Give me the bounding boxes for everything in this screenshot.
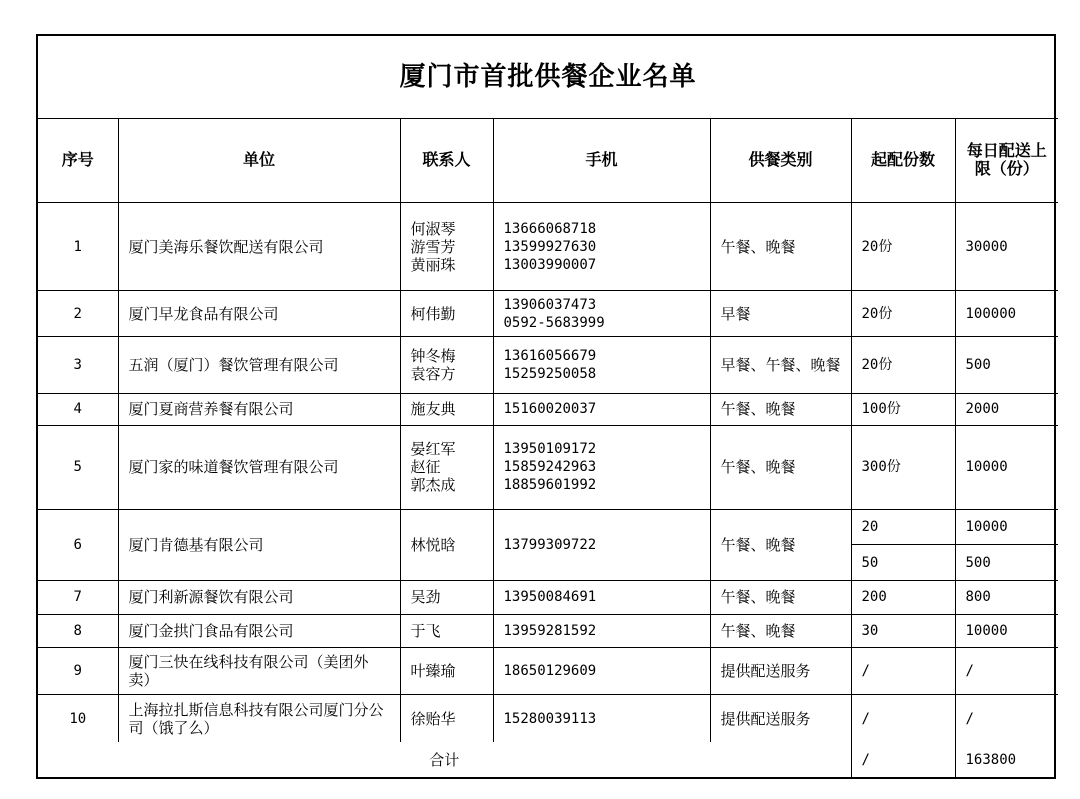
row-contact-line: 林悦晗 <box>410 535 456 554</box>
row-phone-line: 13959281592 <box>503 622 597 639</box>
row-phone <box>493 614 710 648</box>
row-contact <box>400 337 493 394</box>
table-row <box>38 648 1058 695</box>
row-contact <box>400 581 493 615</box>
row-contact-line: 叶臻瑜 <box>410 662 456 681</box>
row-type: 午餐、晚餐 <box>710 394 851 426</box>
row-phone <box>493 695 710 742</box>
table-row <box>38 695 1058 742</box>
row-phone-line: 15259250058 <box>503 366 597 383</box>
row-contact-line: 游雪芳 <box>410 237 456 256</box>
row-contact-line: 袁容方 <box>410 365 456 384</box>
row-min: 20份 <box>851 337 955 394</box>
row-phone-line: 13950084691 <box>503 589 597 606</box>
row-company: 厦门家的味道餐饮管理有限公司 <box>118 425 400 509</box>
row-max: 100000 <box>955 291 1058 337</box>
row-company: 五润（厦门）餐饮管理有限公司 <box>118 337 400 394</box>
header-type: 供餐类别 <box>710 118 851 202</box>
row-min: 30 <box>851 614 955 648</box>
table-row <box>38 509 1058 545</box>
total-max: 163800 <box>955 742 1058 777</box>
row-type: 午餐、晚餐 <box>710 202 851 290</box>
row-company: 上海拉扎斯信息科技有限公司厦门分公司（饿了么） <box>118 695 400 742</box>
row-type: 午餐、晚餐 <box>710 614 851 648</box>
row-contact-line: 郭杰成 <box>410 476 456 495</box>
row-contact <box>400 509 493 580</box>
table-row <box>38 291 1058 337</box>
row-phone-line: 13666068718 <box>503 220 597 237</box>
row-contact <box>400 291 493 337</box>
row-type: 午餐、晚餐 <box>710 509 851 580</box>
row-contact <box>400 425 493 509</box>
row-type: 午餐、晚餐 <box>710 425 851 509</box>
row-company: 厦门早龙食品有限公司 <box>118 291 400 337</box>
row-min: 50 <box>851 545 955 581</box>
row-company: 厦门金拱门食品有限公司 <box>118 614 400 648</box>
row-phone <box>493 394 710 426</box>
row-seq: 2 <box>38 291 118 337</box>
row-phone-line: 18650129609 <box>503 663 597 680</box>
row-min: 20份 <box>851 291 955 337</box>
row-seq: 9 <box>38 648 118 695</box>
row-seq: 3 <box>38 337 118 394</box>
row-phone <box>493 581 710 615</box>
table-row <box>38 337 1058 394</box>
row-contact-line: 黄丽珠 <box>410 255 456 274</box>
table-row <box>38 614 1058 648</box>
row-company: 厦门三快在线科技有限公司（美团外卖） <box>118 648 400 695</box>
header-min: 起配份数 <box>851 118 955 202</box>
row-seq: 6 <box>38 509 118 580</box>
row-min: 20份 <box>851 202 955 290</box>
row-phone-line: 13599927630 <box>503 238 597 255</box>
row-max: 500 <box>955 545 1058 581</box>
table-title: 厦门市首批供餐企业名单 <box>38 36 1058 118</box>
total-min: / <box>851 742 955 777</box>
header-company: 单位 <box>118 118 400 202</box>
row-seq: 5 <box>38 425 118 509</box>
row-contact <box>400 202 493 290</box>
header-max: 每日配送上限（份） <box>955 118 1058 202</box>
row-company: 厦门夏商营养餐有限公司 <box>118 394 400 426</box>
row-max: / <box>955 695 1058 742</box>
row-seq: 4 <box>38 394 118 426</box>
supplier-table-sheet <box>36 34 1056 779</box>
row-contact-line: 晏红军 <box>410 440 456 459</box>
row-type: 早餐 <box>710 291 851 337</box>
row-phone-line: 13003990007 <box>503 256 597 273</box>
table-row <box>38 425 1058 509</box>
row-contact-line: 钟冬梅 <box>410 347 456 366</box>
row-phone <box>493 291 710 337</box>
row-min: 200 <box>851 581 955 615</box>
row-min: 300份 <box>851 425 955 509</box>
row-type: 早餐、午餐、晚餐 <box>710 337 851 394</box>
table-row <box>38 394 1058 426</box>
row-phone <box>493 337 710 394</box>
row-seq: 8 <box>38 614 118 648</box>
table-row <box>38 202 1058 290</box>
header-seq: 序号 <box>38 118 118 202</box>
row-contact-line: 徐贻华 <box>410 709 456 728</box>
row-min: / <box>851 648 955 695</box>
row-phone-line: 15280039113 <box>503 710 597 727</box>
row-contact-line: 于飞 <box>410 621 441 640</box>
row-phone-line: 0592-5683999 <box>503 314 605 331</box>
supplier-table <box>38 36 1058 777</box>
row-max: 30000 <box>955 202 1058 290</box>
row-phone-line: 13950109172 <box>503 441 597 458</box>
row-seq: 7 <box>38 581 118 615</box>
row-contact-line: 赵征 <box>410 458 441 477</box>
row-phone <box>493 202 710 290</box>
row-max: 10000 <box>955 614 1058 648</box>
row-max: 2000 <box>955 394 1058 426</box>
row-min: 100份 <box>851 394 955 426</box>
row-type: 提供配送服务 <box>710 695 851 742</box>
row-phone-line: 13906037473 <box>503 296 597 313</box>
row-company: 厦门利新源餐饮有限公司 <box>118 581 400 615</box>
row-seq: 1 <box>38 202 118 290</box>
row-min: / <box>851 695 955 742</box>
row-max: 800 <box>955 581 1058 615</box>
row-contact-line: 吴劲 <box>410 588 441 607</box>
header-row <box>38 118 1058 202</box>
row-max: 10000 <box>955 509 1058 545</box>
row-max: 500 <box>955 337 1058 394</box>
total-row <box>38 742 1058 777</box>
row-phone-line: 15160020037 <box>503 401 597 418</box>
row-min: 20 <box>851 509 955 545</box>
total-label: 合计 <box>38 742 851 777</box>
header-phone: 手机 <box>493 118 710 202</box>
row-max: / <box>955 648 1058 695</box>
row-contact <box>400 648 493 695</box>
row-type: 午餐、晚餐 <box>710 581 851 615</box>
row-phone <box>493 509 710 580</box>
row-max: 10000 <box>955 425 1058 509</box>
row-company: 厦门肯德基有限公司 <box>118 509 400 580</box>
row-contact-line: 柯伟勤 <box>410 304 456 323</box>
row-contact <box>400 695 493 742</box>
row-phone-line: 13799309722 <box>503 536 597 553</box>
table-row <box>38 581 1058 615</box>
row-type: 提供配送服务 <box>710 648 851 695</box>
row-seq: 10 <box>38 695 118 742</box>
row-contact-line: 何淑琴 <box>410 219 456 238</box>
header-contact: 联系人 <box>400 118 493 202</box>
row-company: 厦门美海乐餐饮配送有限公司 <box>118 202 400 290</box>
row-contact <box>400 394 493 426</box>
row-phone-line: 15859242963 <box>503 459 597 476</box>
row-contact-line: 施友典 <box>410 400 456 419</box>
row-phone <box>493 648 710 695</box>
row-phone-line: 18859601992 <box>503 477 597 494</box>
row-contact <box>400 614 493 648</box>
row-phone-line: 13616056679 <box>503 348 597 365</box>
row-phone <box>493 425 710 509</box>
